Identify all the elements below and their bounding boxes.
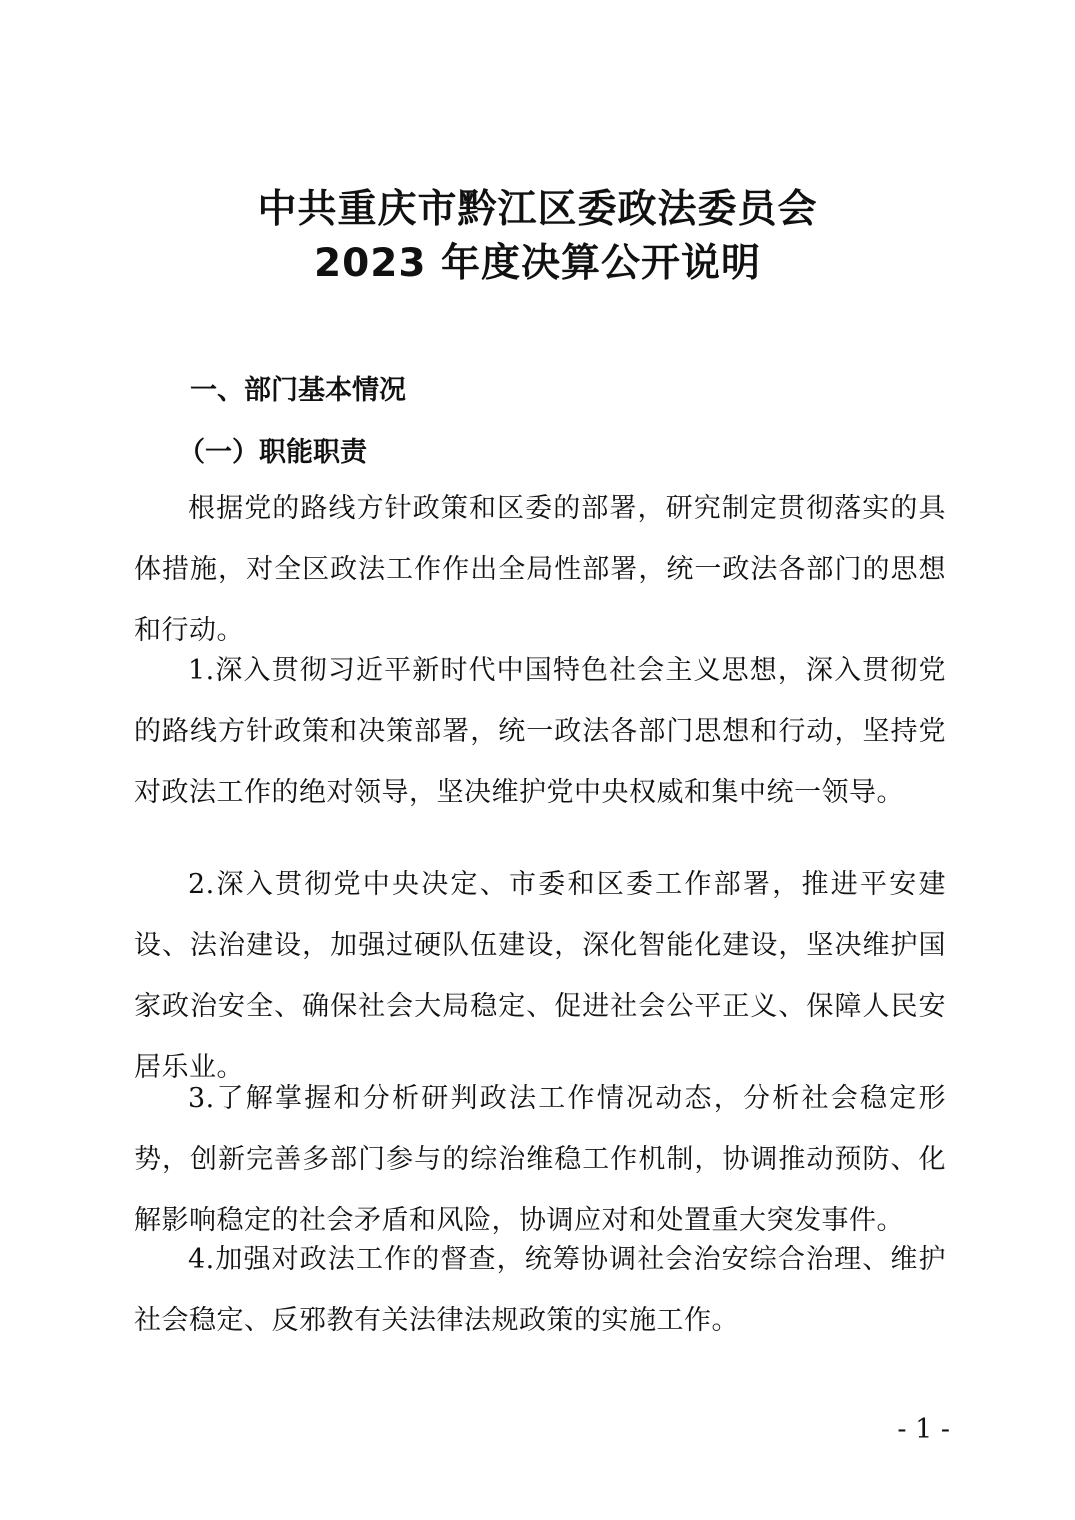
document-title-line2: 2023 年度决算公开说明 <box>313 241 762 286</box>
paragraph-item-3: 3.了解掌握和分析研判政法工作情况动态，分析社会稳定形势，创新完善多部门参与的综治维稳工作机制，协调推动预防、化解影响稳定的社会矛盾和风险，协调应对和处置重大突发事件。 <box>134 1083 946 1236</box>
subsection-heading: （一）职能职责 <box>178 437 367 468</box>
paragraph-item-1: 1.深入贯彻习近平新时代中国特色社会主义思想，深入贯彻党的路线方针政策和决策部署，统一政法各部门思想和行动，坚持党对政法工作的绝对领导，坚决维护党中央权威和集中统一领导。 <box>134 655 946 808</box>
document-title-line1: 中共重庆市黔江区委政法委员会 <box>257 187 818 232</box>
paragraph-item-4: 4.加强对政法工作的督查，统筹协调社会治安综合治理、维护社会稳定、反邪教有关法律法规政策的实施工作。 <box>134 1244 946 1336</box>
section-heading: 一、部门基本情况 <box>190 375 406 406</box>
paragraph-intro: 根据党的路线方针政策和区委的部署，研究制定贯彻落实的具体措施，对全区政法工作作出全局性部署，统一政法各部门的思想和行动。 <box>134 493 946 646</box>
paragraph-item-2: 2.深入贯彻党中央决定、市委和区委工作部署，推进平安建设、法治建设，加强过硬队伍建设，深化智能化建设，坚决维护国家政治安全、确保社会大局稳定、促进社会公平正义、保障人民安居乐业。 <box>134 869 946 1083</box>
page-number: - 1 - <box>897 1414 950 1445</box>
